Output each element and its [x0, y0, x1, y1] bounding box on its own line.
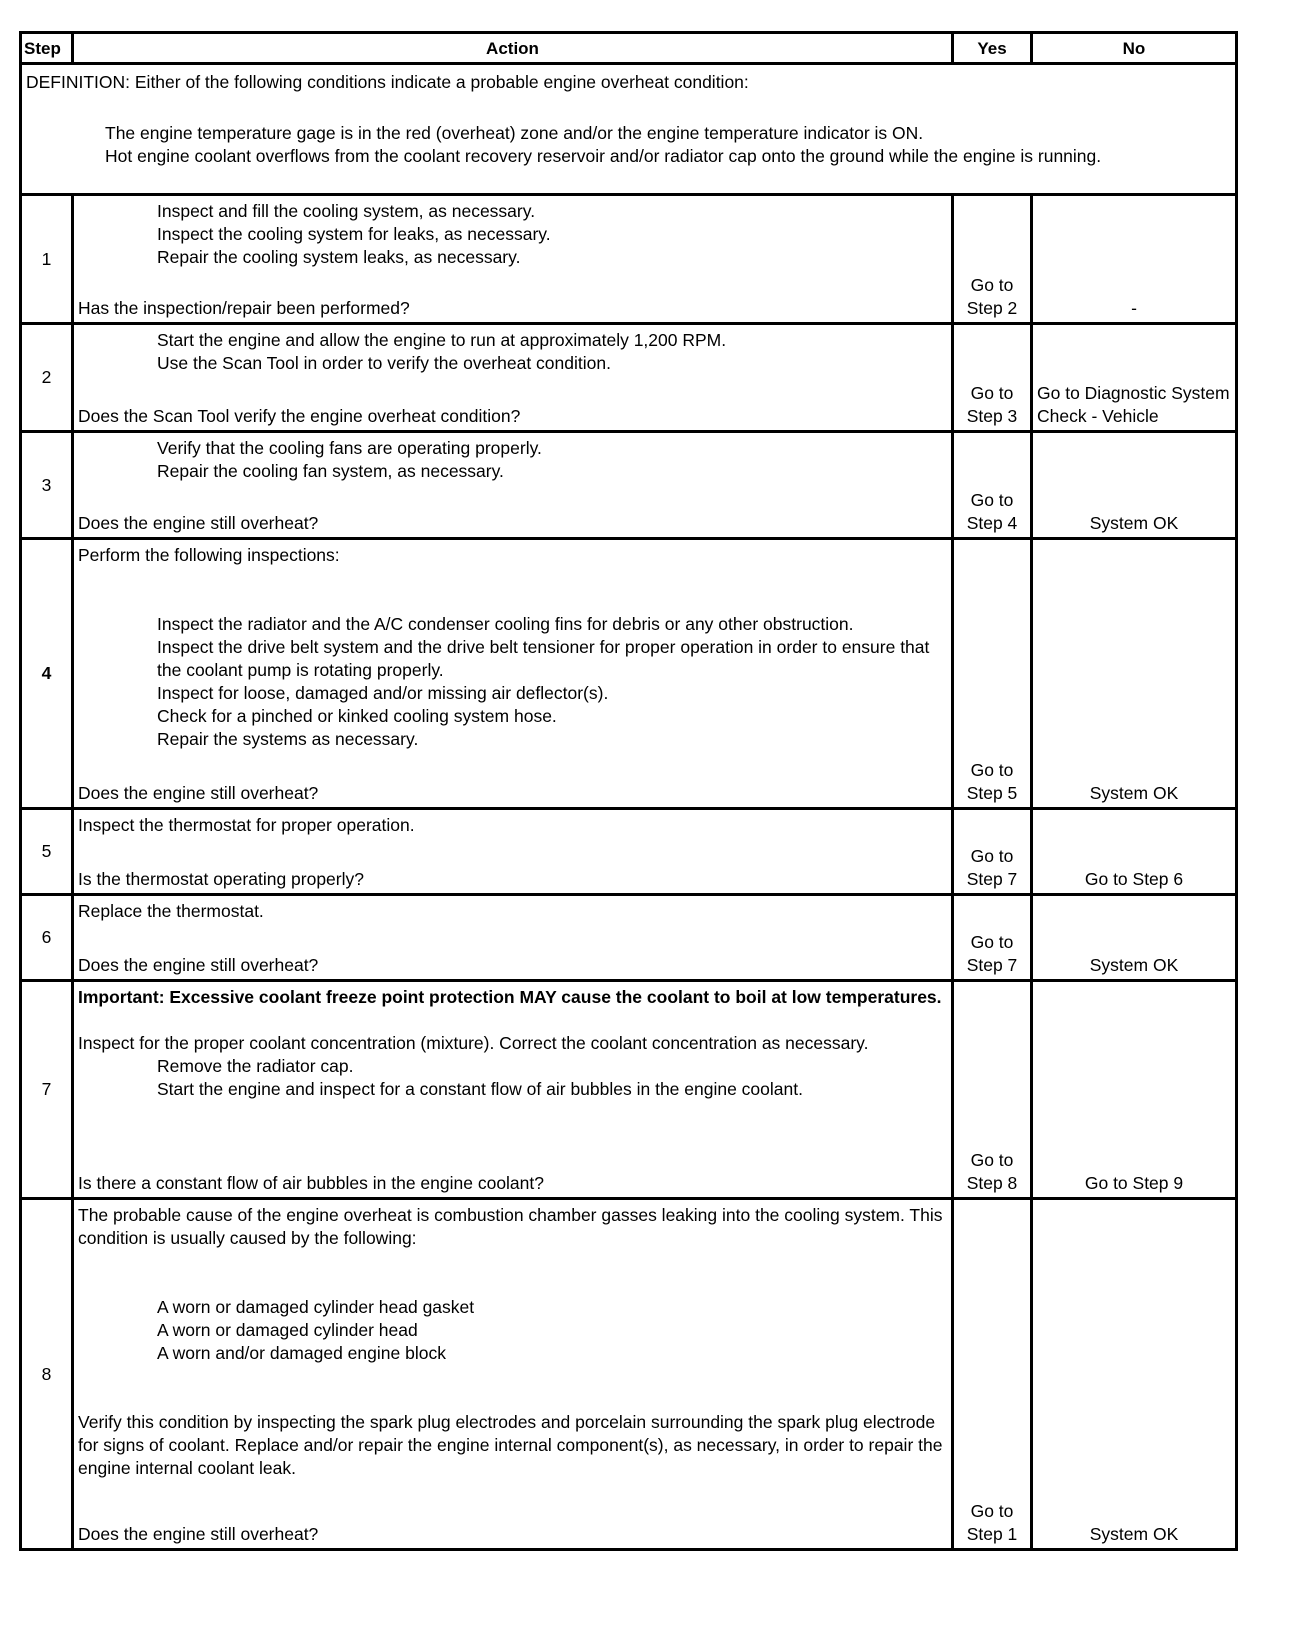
table-row-step-5: [21, 809, 1237, 895]
action-bullet: Inspect and fill the cooling system, as necessary.: [157, 201, 536, 221]
table-row-step-2: [21, 324, 1237, 432]
header-no: No: [1032, 33, 1237, 64]
header-yes: Yes: [953, 33, 1032, 64]
yes-cell: Go to Step 7: [953, 895, 1032, 981]
definition-lead: DEFINITION: Either of the following conditions indicate a probable engine overheat condition:: [26, 72, 749, 92]
action-question: Does the engine still overheat?: [78, 783, 319, 803]
action-bullet: Repair the cooling system leaks, as necessary.: [157, 247, 521, 267]
yes-cell: Go to Step 1: [953, 1199, 1032, 1550]
table-row-step-6: [21, 895, 1237, 981]
yes-cell: Go to Step 8: [953, 981, 1032, 1199]
definition-item: Hot engine coolant overflows from the coolant recovery reservoir and/or radiator cap onto the ground while the engine is running.: [105, 146, 1102, 166]
step-number: 7: [21, 981, 73, 1199]
no-cell: Go to Diagnostic System Check - Vehicle: [1032, 324, 1237, 432]
yes-cell: Go to Step 3: [953, 324, 1032, 432]
header-step: Step: [21, 33, 73, 64]
action-intro: The probable cause of the engine overheat is combustion chamber gasses leaking into the cooling system. This condition is usually caused by the following:: [78, 1205, 943, 1248]
yes-cell: Go to Step 5: [953, 539, 1032, 809]
action-bullet: Inspect the drive belt system and the drive belt tensioner for proper operation in order to ensure that the coolant pump is rotating properly.: [157, 637, 930, 680]
action-bullet: A worn or damaged cylinder head: [157, 1320, 418, 1340]
no-cell: -: [1032, 195, 1237, 324]
action-bullet: Start the engine and inspect for a constant flow of air bubbles in the engine coolant.: [157, 1079, 803, 1099]
header-row: [21, 33, 1237, 64]
yes-cell: Go to Step 2: [953, 195, 1032, 324]
table-row-step-7: [21, 981, 1237, 1199]
action-bullet: Inspect the cooling system for leaks, as necessary.: [157, 224, 551, 244]
action-question: Does the engine still overheat?: [78, 513, 319, 533]
action-bullet: A worn and/or damaged engine block: [157, 1343, 446, 1363]
action-verify: Verify this condition by inspecting the spark plug electrodes and porcelain surrounding the spark plug electrode for signs of coolant. Replace and/or repair the engine internal component(s), as necessary, in order to repair the engine internal coolant leak.: [78, 1412, 943, 1478]
yes-cell: Go to Step 7: [953, 809, 1032, 895]
no-cell: System OK: [1032, 432, 1237, 539]
action-intro: Replace the thermostat.: [78, 901, 264, 921]
action-bullet: Inspect the radiator and the A/C condenser cooling fins for debris or any other obstruction.: [157, 614, 854, 634]
table-row-step-3: [21, 432, 1237, 539]
table-row-step-4: [21, 539, 1237, 809]
action-question: Does the engine still overheat?: [78, 1524, 319, 1544]
action-intro: Perform the following inspections:: [78, 545, 340, 565]
action-bullet: A worn or damaged cylinder head gasket: [157, 1297, 475, 1317]
action-bullet: Repair the systems as necessary.: [157, 729, 419, 749]
diagnostic-table: [19, 31, 1238, 1551]
definition-item: The engine temperature gage is in the red (overheat) zone and/or the engine temperature indicator is ON.: [105, 123, 924, 143]
step-number: 8: [21, 1199, 73, 1550]
step-number: 3: [21, 432, 73, 539]
action-bullet: Start the engine and allow the engine to run at approximately 1,200 RPM.: [157, 330, 727, 350]
action-question: Does the engine still overheat?: [78, 955, 319, 975]
action-bullet: Inspect for loose, damaged and/or missing air deflector(s).: [157, 683, 609, 703]
definition-row: [21, 64, 1237, 195]
header-action: Action: [73, 33, 953, 64]
action-question: Has the inspection/repair been performed?: [78, 298, 410, 318]
step-number: 5: [21, 809, 73, 895]
action-intro: Inspect the thermostat for proper operation.: [78, 815, 415, 835]
action-bullet: Use the Scan Tool in order to verify the overheat condition.: [157, 353, 611, 373]
no-cell: System OK: [1032, 895, 1237, 981]
action-intro: Inspect for the proper coolant concentration (mixture). Correct the coolant concentration as necessary.: [78, 1033, 869, 1053]
action-bullet: Repair the cooling fan system, as necessary.: [157, 461, 504, 481]
step-number: 6: [21, 895, 73, 981]
action-bullet: Check for a pinched or kinked cooling system hose.: [157, 706, 557, 726]
step-number: 1: [21, 195, 73, 324]
action-question: Is there a constant flow of air bubbles in the engine coolant?: [78, 1173, 544, 1193]
no-cell: Go to Step 6: [1032, 809, 1237, 895]
action-bullet: Verify that the cooling fans are operating properly.: [157, 438, 542, 458]
action-question: Does the Scan Tool verify the engine overheat condition?: [78, 406, 521, 426]
action-question: Is the thermostat operating properly?: [78, 869, 364, 889]
action-bullet: Remove the radiator cap.: [157, 1056, 354, 1076]
yes-cell: Go to Step 4: [953, 432, 1032, 539]
table-row-step-1: [21, 195, 1237, 324]
step-number: 4: [21, 539, 73, 809]
no-cell: System OK: [1032, 1199, 1237, 1550]
no-cell: Go to Step 9: [1032, 981, 1237, 1199]
important-note: Important: Excessive coolant freeze point protection MAY cause the coolant to boil at low temperatures.: [78, 987, 942, 1007]
no-cell: System OK: [1032, 539, 1237, 809]
step-number: 2: [21, 324, 73, 432]
table-row-step-8: [21, 1199, 1237, 1550]
